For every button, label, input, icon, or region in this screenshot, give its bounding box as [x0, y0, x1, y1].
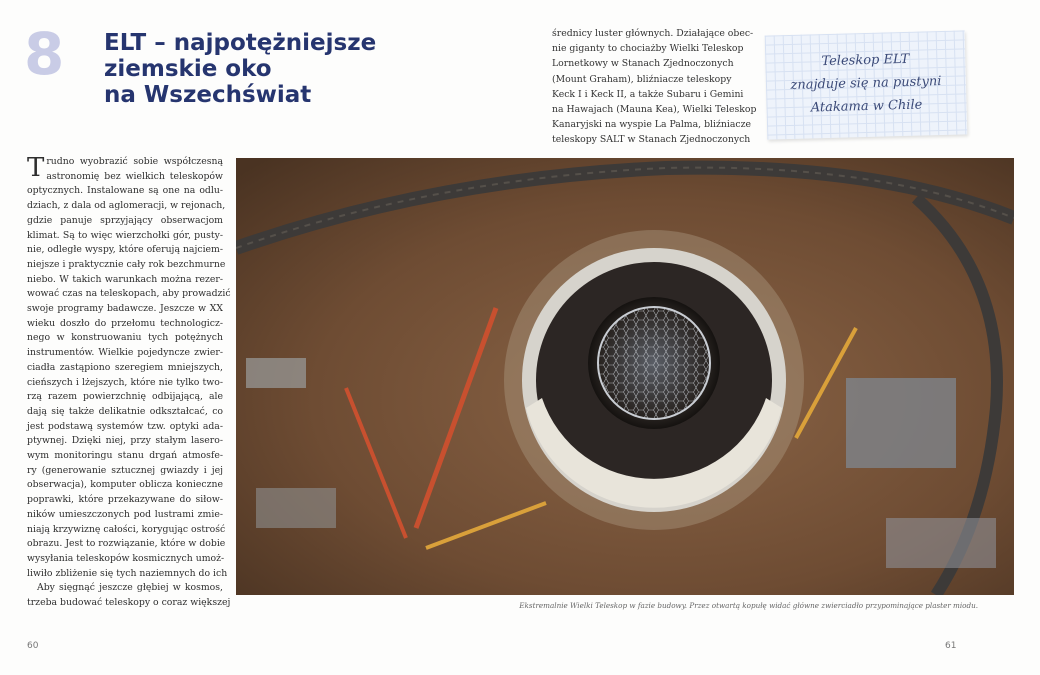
sticky-note — [765, 30, 968, 139]
body-line: gdzie panuje sprzyjający obserwacjom — [27, 214, 223, 226]
material-stacks — [846, 378, 956, 468]
body-line: trzeba budować teleskopy o coraz większej — [27, 597, 231, 609]
material-stacks — [886, 518, 996, 568]
text-line: Keck I i Keck II, a także Subaru i Gemini — [552, 88, 744, 100]
note-line: Atakama w Chile — [810, 97, 923, 116]
text-line: (Mount Graham), bliźniacze teleskopy — [552, 73, 732, 85]
body-line: wować czas na teleskopach, aby prowadzić — [27, 288, 231, 300]
body-line: niają krzywiznę całości, korygując ostrość — [27, 523, 226, 535]
first-line-text: rudno wyobrazić sobie współczesną — [46, 156, 223, 167]
dropcap: T — [27, 153, 45, 183]
body-line: liwiło zbliżenie się tych naziemnych do ich — [27, 567, 228, 579]
text-line: Kanaryjski na wyspie La Palma, bliźniacze — [552, 119, 751, 131]
title-line: ELT – najpotężniejsze — [104, 30, 377, 56]
body-line: Aby sięgnąć jeszcze głębiej w kosmos, — [37, 582, 223, 594]
text-line: średnicy luster głównych. Działające obec- — [552, 28, 754, 39]
text-line: Lornetkowy w Stanach Zjednoczonych — [552, 58, 734, 70]
note-text — [765, 46, 967, 120]
text-line: na Hawajach (Mauna Kea), Wielki Teleskop — [552, 104, 757, 116]
body-line: ry (generowanie sztucznej gwiazdy i jej — [27, 464, 223, 476]
body-line: ników umieszczonych pod lustrami zmie- — [27, 508, 223, 520]
body-line: optycznych. Instalowane są one na odlu- — [27, 185, 223, 197]
site-containers — [256, 488, 336, 528]
body-line: niebo. W takich warunkach można rezer- — [27, 273, 223, 285]
body-line: dają się także delikatnie odkształcać, co — [27, 405, 223, 417]
text-line: nie giganty to chociażby Wielki Teleskop — [552, 43, 744, 55]
body-text-column — [27, 153, 231, 611]
aerial-photo-illustration — [236, 158, 1014, 595]
photo-caption: Ekstremalnie Wielki Teleskop w fazie budowy. Przez otwartą kopułę widać główne zwierciadło przypominające plaster miodu. — [519, 601, 978, 610]
body-line: klimat. Są to więc wierzchołki gór, pusty- — [27, 229, 223, 241]
chapter-title — [104, 30, 444, 108]
body-line: cieńszych i lżejszych, które nie tylko two- — [27, 376, 223, 388]
body-line: swoje programy badawcze. Jeszcze w XX — [27, 303, 223, 315]
top-right-text — [552, 26, 757, 148]
body-line: niejsze i praktycznie cały rok bezchmurne — [27, 258, 226, 270]
body-line: wysyłania teleskopów kosmicznych umoż- — [27, 552, 225, 564]
body-line: wym monitoringu stanu drgań atmosfe- — [27, 450, 223, 462]
title-line: na Wszechświat — [104, 82, 312, 108]
body-line: obserwacja), komputer oblicza konieczne — [27, 479, 223, 491]
body-line: obrazu. Jest to rozwiązanie, które w dobie — [27, 538, 226, 550]
page-number-left: 60 — [27, 641, 39, 651]
body-line: ciadła zastąpiono szeregiem mniejszych, — [27, 361, 223, 373]
body-line: rzą razem powierzchnię odbijającą, ale — [27, 391, 223, 403]
body-line: poprawki, które przekazywane do siłow- — [27, 494, 223, 506]
body-line: nego w konstruowaniu tych potężnych — [27, 332, 223, 344]
body-line: nie, odległe wyspy, które oferują najciem- — [27, 244, 223, 256]
page-number-right: 61 — [945, 641, 957, 651]
body-line: instrumentów. Wielkie pojedyncze zwier- — [27, 347, 223, 359]
site-containers — [246, 358, 306, 388]
note-line: znajduje się na pustyni — [790, 74, 942, 93]
body-line: astronomię bez wielkich teleskopów — [46, 170, 223, 182]
chapter-number: 8 — [24, 20, 65, 88]
body-line: dziach, z dala od aglomeracji, w rejonach, — [27, 200, 226, 212]
telescope-construction-photo — [236, 158, 1014, 595]
text-line: teleskopy SALT w Stanach Zjednoczonych — [552, 134, 751, 146]
title-line: ziemskie oko — [104, 56, 272, 82]
body-line: wieku doszło do przełomu technologicz- — [27, 317, 223, 329]
body-line: jest podstawą systemów tzw. optyki ada- — [27, 420, 223, 432]
note-line: Teleskop ELT — [821, 51, 910, 70]
body-line: ptywnej. Dzięki niej, przy stałym lasero- — [27, 435, 223, 447]
